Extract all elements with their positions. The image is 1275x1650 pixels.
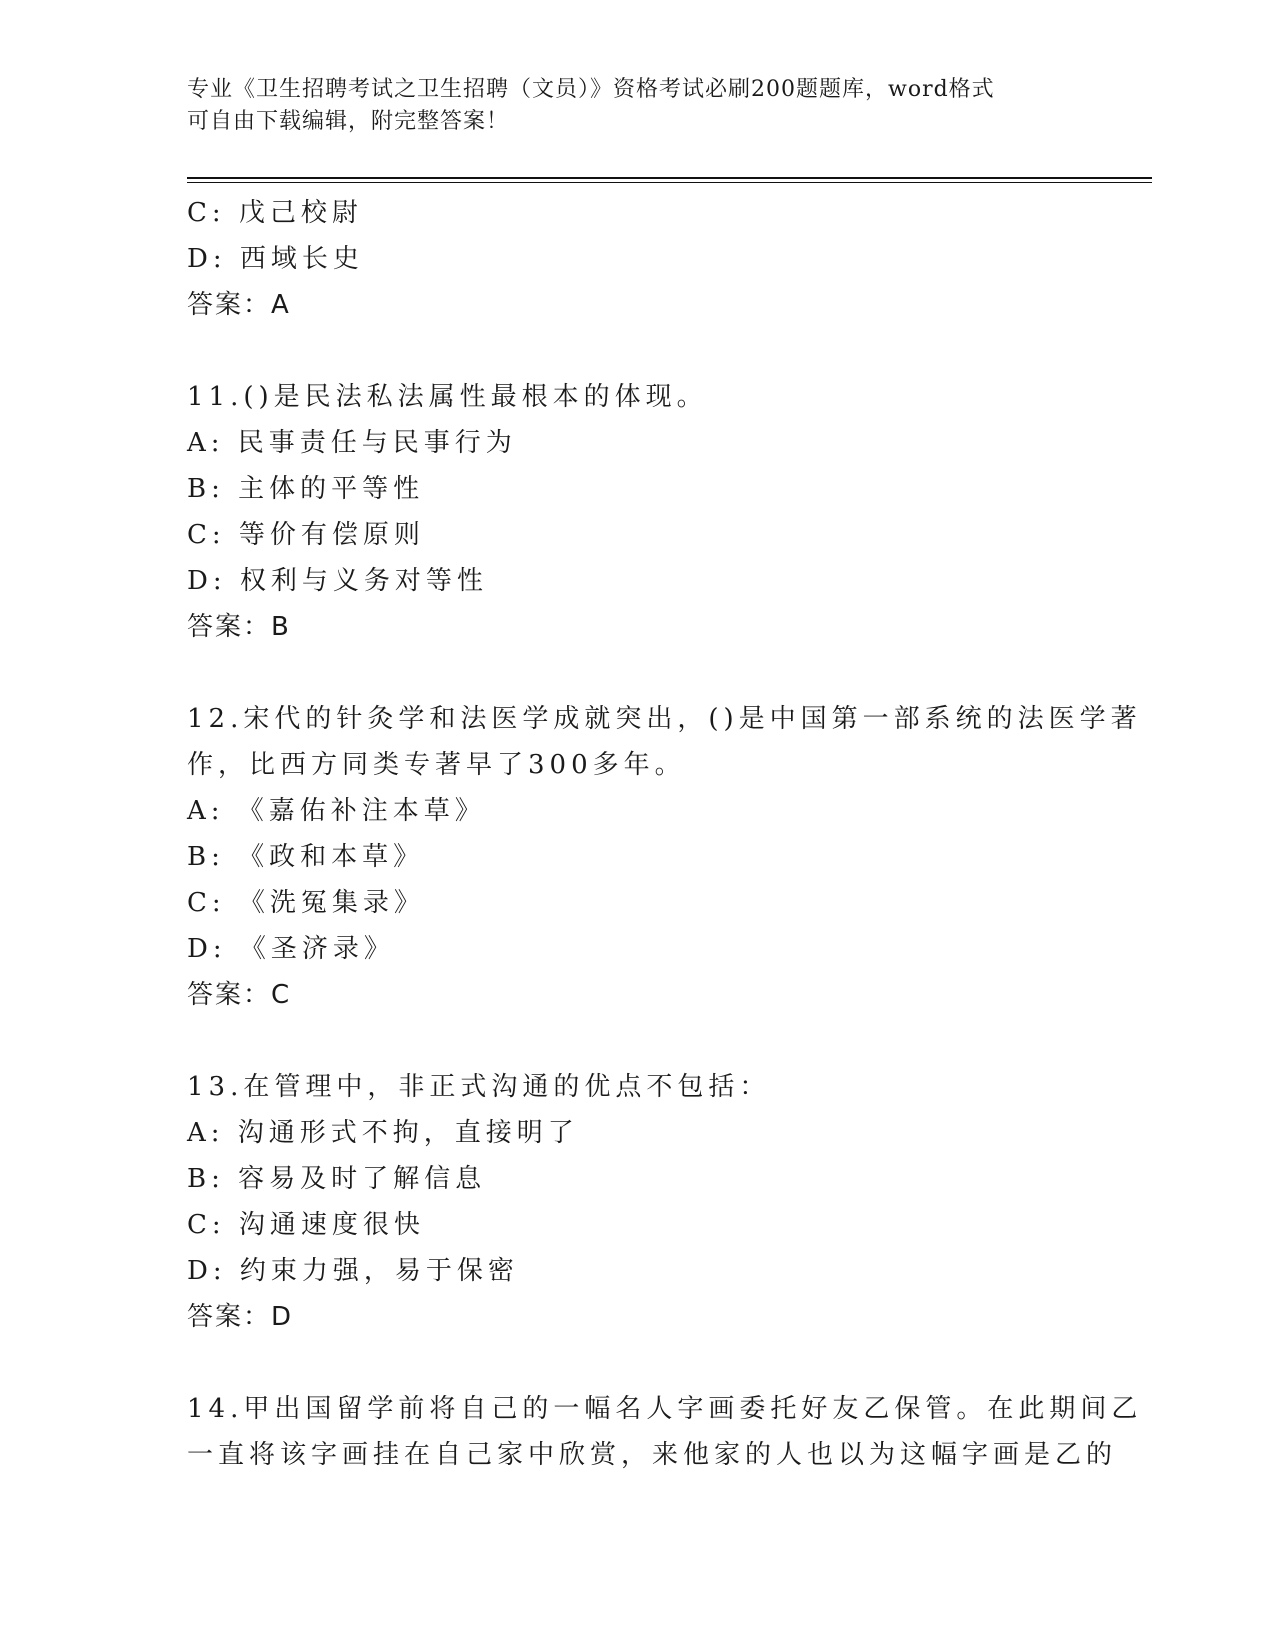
header-line-1: 专业《卫生招聘考试之卫生招聘（文员）》资格考试必刷200题题库，word格式 (187, 77, 995, 102)
question-block-13 (187, 1064, 1087, 1340)
question-stem: 13.在管理中，非正式沟通的优点不包括： (187, 1072, 771, 1102)
question-stem: 11.()是民法私法属性最根本的体现。 (187, 382, 708, 412)
question-list (187, 190, 1143, 1478)
option-b: B: 容易及时了解信息 (187, 1164, 487, 1194)
answer-line: 答案：B (187, 612, 291, 642)
answer-line: 答案：A (187, 290, 291, 320)
question-block-14 (187, 1386, 1143, 1478)
spacer (187, 1340, 1087, 1386)
header-rule-thick (187, 177, 1152, 179)
spacer (187, 1018, 1087, 1064)
option-b: B: 主体的平等性 (187, 474, 425, 504)
option-a: A: 民事责任与民事行为 (187, 428, 517, 458)
option-d: D: 西域长史 (187, 244, 364, 274)
header-rule-thin (187, 182, 1152, 183)
option-d: D: 约束力强，易于保密 (187, 1256, 519, 1286)
option-b: B: 《政和本草》 (187, 842, 425, 872)
answer-line: 答案：D (187, 1302, 294, 1332)
option-d: D: 权利与义务对等性 (187, 566, 488, 596)
option-c: C: 戊己校尉 (187, 198, 363, 228)
question-stem-line-1: 14.甲出国留学前将自己的一幅名人字画委托好友乙保管。在此期间乙 (187, 1394, 1143, 1424)
question-stem-line-2: 作，比西方同类专著早了300多年。 (187, 750, 686, 780)
question-block-12 (187, 696, 1142, 1018)
question-block-10 (187, 190, 1087, 328)
option-c: C: 沟通速度很快 (187, 1210, 425, 1240)
option-c: C: 《洗冤集录》 (187, 888, 425, 918)
option-d: D: 《圣济录》 (187, 934, 395, 964)
header-line-2: 可自由下载编辑，附完整答案！ (187, 109, 510, 134)
option-a: A: 《嘉佑补注本草》 (187, 796, 486, 826)
spacer (187, 328, 1087, 374)
answer-line: 答案：C (187, 980, 292, 1010)
option-c: C: 等价有偿原则 (187, 520, 425, 550)
option-a: A: 沟通形式不拘，直接明了 (187, 1118, 579, 1148)
question-block-11 (187, 374, 1087, 650)
question-stem-line-1: 12.宋代的针灸学和法医学成就突出，()是中国第一部系统的法医学著 (187, 704, 1142, 734)
question-stem-line-2: 一直将该字画挂在自己家中欣赏，来他家的人也以为这幅字画是乙的 (187, 1440, 1118, 1470)
spacer (187, 650, 1087, 696)
document-header (187, 74, 1077, 138)
